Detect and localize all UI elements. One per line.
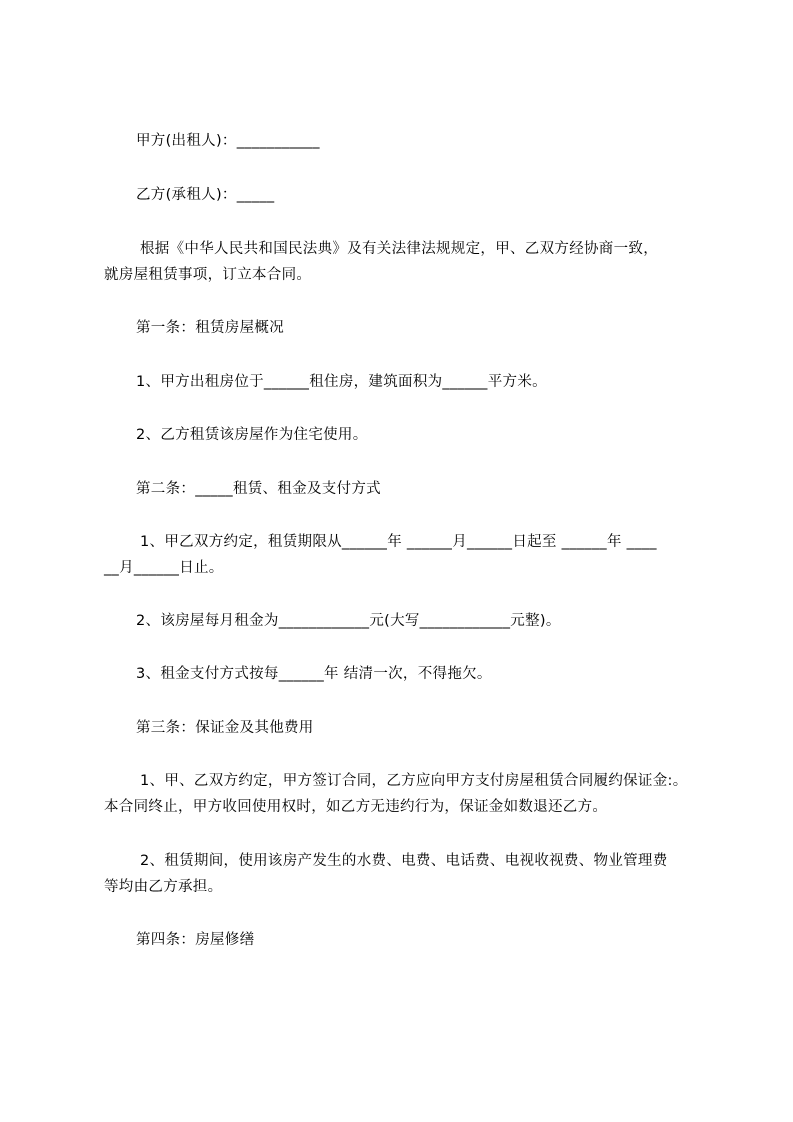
article1-item2: 2、乙方租赁该房屋作为住宅使用。 [136,427,368,443]
article4-title: 第四条：房屋修缮 [136,932,255,948]
preamble-line-1: 根据《中华人民共和国民法典》及有关法律法规规定，甲、乙双方经协商一致， [140,241,658,257]
preamble-line-2: 就房屋租赁事项，订立本合同。 [104,267,312,283]
article1-title: 第一条：租赁房屋概况 [136,320,284,336]
article2-item1-line1: 1、甲乙双方约定，租赁期限从______年 ______月______日起至 ______年 ____ [140,534,657,550]
article2-item1-line2: __月______日止。 [104,560,224,576]
article2-title: 第二条：_____租赁、租金及支付方式 [136,481,381,497]
article2-item2: 2、该房屋每月租金为____________元(大写____________元整)。 [136,613,561,629]
article3-item2-line2: 等均由乙方承担。 [104,879,223,895]
article1-item1: 1、甲方出租房位于______租住房，建筑面积为______平方米。 [136,374,547,390]
article3-item1-line2: 本合同终止，甲方收回使用权时，如乙方无违约行为，保证金如数退还乙方。 [104,799,608,815]
article2-item3: 3、租金支付方式按每______年 结清一次，不得拖欠。 [136,666,492,682]
party-a-line: 甲方(出租人)：___________ [136,133,320,149]
article3-item2-line1: 2、租赁期间，使用该房产发生的水费、电费、电话费、电视收视费、物业管理费 [140,853,668,869]
article3-item1-line1: 1、甲、乙双方约定，甲方签订合同，乙方应向甲方支付房屋租赁合同履约保证金:。 [140,773,688,789]
article3-title: 第三条：保证金及其他费用 [136,720,314,736]
party-b-line: 乙方(承租人)：_____ [136,187,275,203]
